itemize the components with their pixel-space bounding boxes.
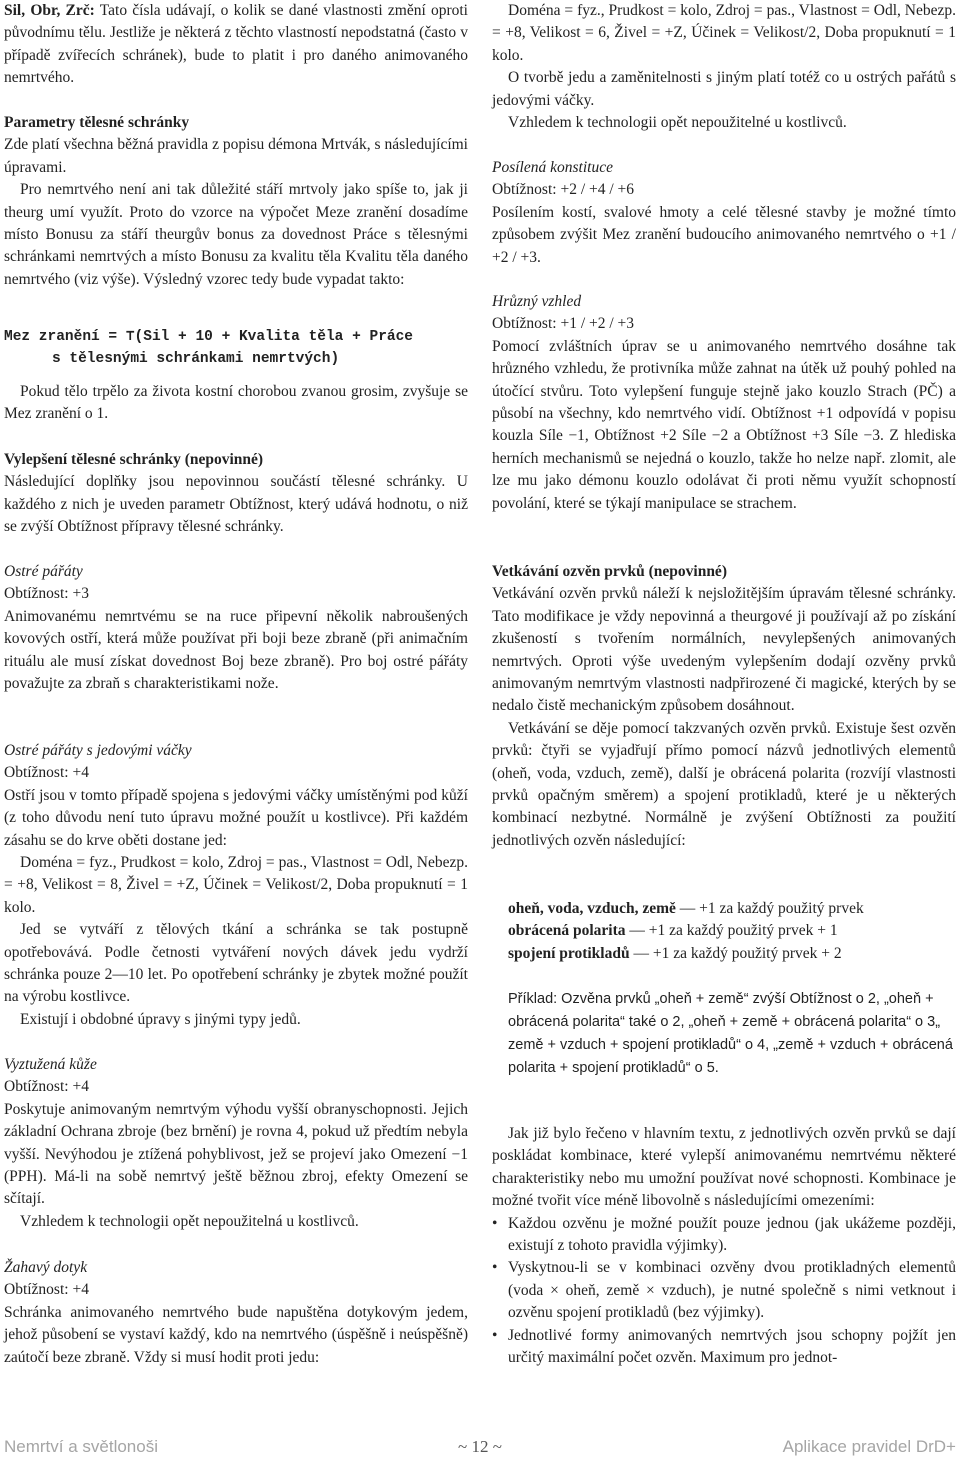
weave-paragraph-3: Jak již bylo řečeno v hlavním textu, z jednotlivých ozvěn prvků se dají poskládat kombinace, které vylepší animovanému nemrtvému některé charakteristiky nebo mu umožní používat nové schopnosti. Kombinace je možné tvořit více méně libovolně s následujícími omezeními: (492, 1125, 956, 1210)
sting-stats: Doména = fyz., Prudkost = kolo, Zdroj = pas., Vlastnost = Odl, Nebezp. = +8, Velikost = 6, Živel = +Z, Účinek = Velikost/2, Doba propuknutí = 1 kolo. (492, 2, 956, 64)
skin-title: Vyztužená kůže (4, 1056, 97, 1073)
look-text: Pomocí zvláštních úprav se u animovaného nemrtvého dosáhne tak hrůzného vzhledu, že protivníka může zahnat na útěk už pouhý pohled na útočící stvůru. Toto vylepšení funguje stejně jako kouzlo Strach (PČ) a působí na všechny, kdo nemrtvého vidí. Obtížnost +1 odpovídá v popisu kouzla Síle −1, Obtížnost +2 Síle −2 a Obtížnost +3 Síle −3. Z hlediska herních mechanismů se nejedná o kouzlo, takže ho nelze např. zlomit, ale lze mu jako démonu kouzlo odolávat či proti němu využít schopností povolání, které se týkají manipulace se strachem. (492, 337, 956, 512)
constitution-item (492, 157, 956, 269)
combo-row (508, 920, 956, 942)
footer-series-title: Aplikace pravidel DrD+ (782, 1437, 956, 1456)
list-item (492, 1257, 956, 1324)
poison-claws-stats: Doména = fyz., Prudkost = kolo, Zdroj = pas., Vlastnost = Odl, Nebezp. = +8, Velikost = 8, Živel = +Z, Účinek = Velikost/2, Doba propuknutí = 1 kolo. (4, 854, 468, 916)
sting-paragraph-1: Schránka animovaného nemrtvého bude napuštěna dotykovým jedem, jehož působení se vystaví každý, kdo na nemrtvého (úspěšně i neúspěšně) zaútočí beze zbraně. Vždy si musí hodit proti jedu: (4, 1303, 468, 1366)
page-number: ~ 12 ~ (458, 1437, 502, 1456)
claws-difficulty: Obtížnost: +3 (4, 585, 89, 603)
combo-cost: — +1 za každý použitý prvek + 1 (625, 922, 838, 940)
list-item-text: Jednotlivé formy animovaných nemrtvých jsou schopny pojžít jen určitý maximální počet ozvěn. Maximum pro jednot- (508, 1326, 956, 1367)
page-footer (0, 1436, 960, 1460)
skin-paragraph-1: Poskytuje animovaným nemrtvým výhodu vyšší obranyschopnosti. Jejich základní Ochrana zbroje (bez brnění) je rovna 4, pokud už předtím nebyla vyšší. Nevýhodou je ztížená pohyblivost, jež se projeví jako Omezení −1 (PPH). Má-li na sobě nemrtvý ještě běžnou zbroj, efekty Omezení se sčítají. (4, 1100, 468, 1208)
intro-paragraph (4, 0, 468, 90)
look-difficulty: Obtížnost: +1 / +2 / +3 (492, 315, 635, 333)
upgrade-section (4, 449, 468, 539)
poison-claws-title: Ostré pářáty s jedovými váčky (4, 742, 192, 759)
formula-line-1: Mez zranění = ⊤(Sil + 10 + Kvalita těla + Práce (4, 329, 413, 345)
look-title: Hrůzný vzhled (492, 293, 582, 310)
formula-line-2: s tělesnými schránkami nemrtvých) (52, 351, 340, 367)
list-item-text: Vyskytnou-li se v kombinaci ozvěny dvou protikladných elementů (voda × oheň, země × vzduch), je nutné společně s nimi vetknout i ozvěnu spojení protikladů (bez výjimky). (508, 1259, 956, 1322)
poison-claws-paragraph-1: Ostří jsou v tomto případě spojena s jedovými váčky umístěnými pod kůží (z toho důvodu není tuto úpravu možné použít u kostlivce). Při každém zásahu se do krve oběti dostane jed: (4, 786, 468, 849)
constitution-title: Posílená konstituce (492, 159, 613, 176)
params-note (4, 381, 468, 426)
footer-book-title: Nemrtví a světlonoši (4, 1437, 158, 1456)
constitution-difficulty: Obtížnost: +2 / +4 / +6 (492, 181, 635, 199)
upgrade-paragraph: Následující doplňky jsou nepovinnou součástí tělesné schránky. U každého z nich je uveden parametr Obtížnost, který udává hodnotu, o niž se zvýší Obtížnost přípravy tělesné schránky. (4, 473, 468, 536)
list-item-text: Každou ozvěnu je možné použít pouze jednou (jak ukážeme později, existují z tohoto pravidla výjimky). (508, 1214, 956, 1255)
intro-block (4, 0, 468, 90)
claws-item (4, 561, 468, 695)
poison-claws-item (4, 740, 468, 1031)
skin-paragraph-2: Vzhledem k technologii opět nepoužitelná u kostlivců. (20, 1212, 359, 1230)
skin-item (4, 1054, 468, 1233)
combo-label: spojení protikladů (508, 944, 630, 962)
bullet-icon: • (492, 1214, 498, 1232)
poison-claws-paragraph-2: Jed se vytváří z tělových tkání a schránka se tak postupně opotřebovává. Podle četnosti vytváření nových dávek jedu vydrží schránka pouze 2—10 let. Po opotřebení schránky je zbytek možné použít na výrobu kostlivce. (4, 921, 468, 1006)
sting-continued (492, 0, 956, 134)
combo-label: obrácená polarita (508, 922, 626, 940)
formula (4, 326, 468, 370)
params-paragraph-1: Zde platí všechna běžná pravidla z popisu démona Mrtvák, s následujícími úpravami. (4, 136, 468, 176)
bullet-icon: • (492, 1326, 498, 1344)
constitution-text: Posílením kostí, svalové hmoty a celé tělesné stavby je možné tímto způsobem zvýšit Mez zranění budoucího animovaného nemrtvého o +1 / +2 / +3. (492, 203, 956, 266)
combo-row (508, 943, 956, 965)
poison-claws-paragraph-3: Existují i obdobné úpravy s jinými typy jedů. (20, 1010, 301, 1028)
combo-cost: — +1 za každý použitý prvek + 2 (629, 944, 842, 962)
weave-continued (492, 1123, 956, 1369)
params-heading: Parametry tělesné schránky (4, 114, 190, 131)
list-item (492, 1325, 956, 1370)
weave-paragraph-2: Vetkávání se děje pomocí takzvaných ozvěn prvků. Existuje šest ozvěn prvků: čtyři se vyjadřují přímo pomocí názvů jednotlivých elementů (oheň, voda, vzduch, země), další je obrácená polarita (rozvíjí vlastnosti prvků opačným směrem) a spojení protikladů, které je u některých kombinací nezbytné. Normálně je zvýšení Obtížnosti za použití jednotlivých ozvěn následující: (492, 719, 956, 849)
claws-text: Animovanému nemrtvému se na ruce připevní několik nabroušených kovových ostří, která může používat při boji beze zbraně (při animačním rituálu ale musí získat dovednost Boj beze zbraně). Pro boj ostré pářáty považujte za zbraň s charakteristikami nože. (4, 607, 468, 693)
params-paragraph-2: Pro nemrtvého není ani tak důležité stáří mrtvoly jako spíše to, jak ji theurg umí využít. Proto do vzorce na výpočet Meze zranění dosadíme místo Bonusu za stáří theurgův bonus za dovednost Práce s tělesnými schránkami nemrtvých a místo Bonusu za kvalitu těla Kvalitu těla daného nemrtvého (viz výše). Výsledný vzorec tedy bude vypadat takto: (4, 181, 468, 288)
params-paragraph-3: Pokud tělo trpělo za života kostní chorobou zvanou grosim, zvyšuje se Mez zranění o 1. (4, 383, 468, 423)
combo-row (508, 898, 956, 920)
sting-difficulty: Obtížnost: +4 (4, 1281, 89, 1299)
look-item (492, 291, 956, 515)
sting-title: Žahavý dotyk (4, 1259, 88, 1276)
sting-paragraph-3: Vzhledem k technologii opět nepoužitelné u kostlivců. (508, 114, 847, 132)
example-text: Příklad: Ozvěna prvků „oheň + země“ zvýší Obtížnost o 2, „oheň + obrácená polarita“ také o 2, „oheň + země + obrácená polarita“ o 3„ země + vzduch + spojení protikladů“ o 4, „země + vzduch + obrácená polarita + spojení protikladů“ o 5. (508, 991, 953, 1076)
weave-heading: Vetkávání ozvěn prvků (nepovinné) (492, 563, 727, 580)
example-box (492, 988, 956, 1080)
combo-list (492, 898, 956, 965)
rules-list (492, 1213, 956, 1370)
claws-title: Ostré pářáty (4, 563, 83, 580)
weave-section (492, 561, 956, 852)
sting-item (4, 1257, 468, 1369)
intro-label: Sil, Obr, Zrč: (4, 2, 95, 19)
intro-text: Tato čísla udávají, o kolik se dané vlastnosti změní oproti původnímu tělu. Jestliže je některá z těchto vlastností nepodstatná (často v případě zvířecích schránek), bude to platit i pro daného animovaného nemrtvého. (4, 2, 468, 87)
skin-difficulty: Obtížnost: +4 (4, 1078, 89, 1096)
combo-cost: — +1 za každý použitý prvek (675, 900, 864, 917)
poison-claws-difficulty: Obtížnost: +4 (4, 764, 89, 782)
upgrade-heading: Vylepšení tělesné schránky (nepovinné) (4, 451, 264, 468)
params-section (4, 112, 468, 291)
bullet-icon: • (492, 1259, 498, 1277)
combo-label: oheň, voda, vzduch, země (508, 900, 676, 917)
list-item (492, 1213, 956, 1258)
weave-paragraph-1: Vetkávání ozvěn prvků náleží k nejsložitějším úpravám tělesné schránky. Tato modifikace je vždy nepovinná a theurgové ji používají až po získání zkušeností s tvořením normálních, nevylepšených animovaných nemrtvých. Oproti výše uvedeným vylepšením dodají ozvěny prvků animovaným nemrtvým vlastnosti nadpřirozené či magické, kterých by se nedalo čistě mechanickým způsobem dosáhnout. (492, 585, 956, 715)
sting-paragraph-2: O tvorbě jedu a zaměnitelnosti s jiným platí totéž co u ostrých pařátů s jedovými váčky. (492, 69, 956, 109)
